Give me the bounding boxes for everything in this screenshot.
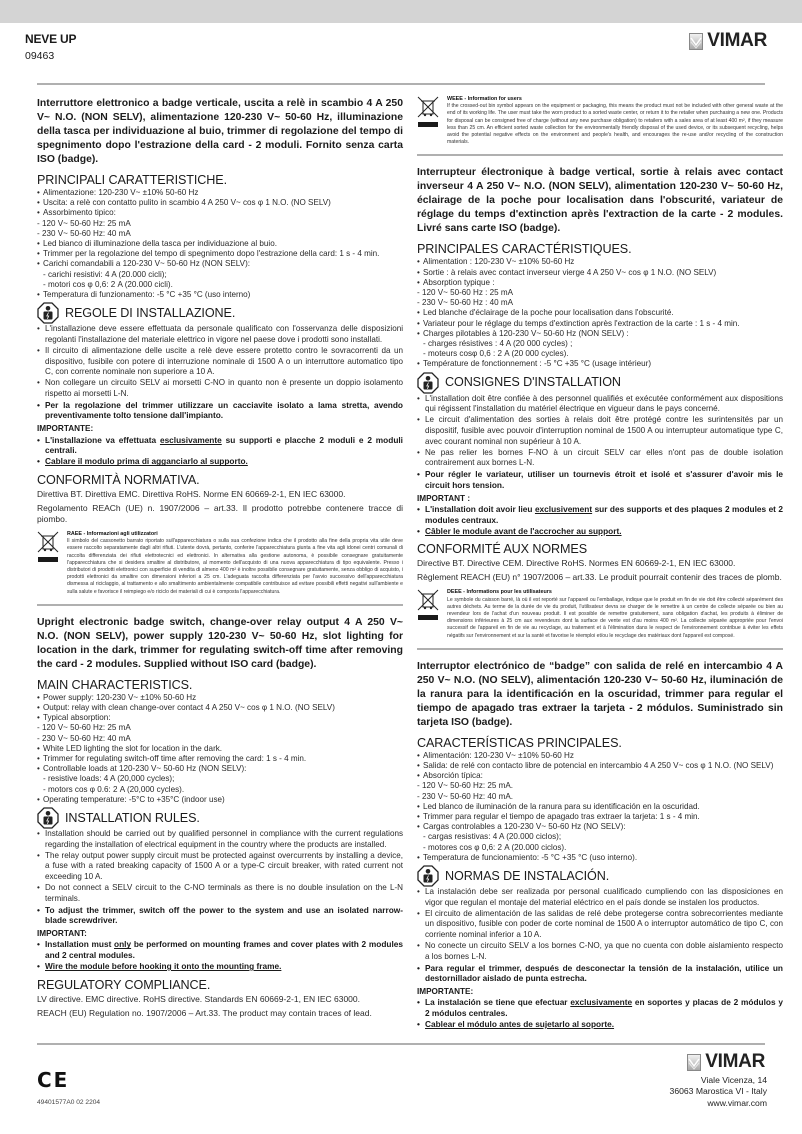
italian-characteristics-title: PRINCIPALI CARATTERISTICHE.	[37, 173, 227, 187]
english-compliance-directives: LV directive. EMC directive. RoHS directive. Standards EN 60669-2-1, EN IEC 63000.	[37, 993, 360, 1004]
italian-section	[37, 97, 403, 596]
characteristic-item: - motores cos φ 0,6: 2 A (20.000 ciclos).	[423, 842, 567, 852]
right-column	[417, 96, 783, 1030]
rule-item: • Il circuito di alimentazione delle uscite a relè deve essere protetto contro le sovracorrenti da un dispositivo, fusibile con potere di interruzione nominale di 1500 A o un interruttore automatico tipo C, con corrente nominale non superiore a 10 A.	[37, 346, 403, 378]
important-item: • Cablare il modulo prima di agganciarlo al supporto.	[37, 456, 403, 467]
important-item: • Câbler le module avant de l'accrocher au support.	[417, 526, 783, 537]
important-item: • La instalación se tiene que efectuar exclusivamente en soportes y placas de 2 módulos y 2 módulos centrales.	[417, 997, 783, 1018]
english-important-list	[37, 939, 403, 971]
qualified-installer-icon	[37, 807, 59, 829]
qualified-installer-icon	[417, 865, 439, 887]
rule-item-bold: • Pour régler le variateur, utiliser un tournevis étroit et isolé et s'assurer d'avoir mis le circuit hors tension.	[417, 469, 783, 490]
document-number: 49401577A0 02 2204	[37, 1099, 101, 1106]
spanish-rules-list	[417, 887, 783, 984]
characteristic-item: • Charges pilotables à 120-230 V~ 50-60 Hz (NON SELV) :	[417, 329, 783, 339]
english-characteristics-list	[37, 693, 403, 805]
characteristic-item: - 230 V~ 50-60 Hz: 40 mA	[37, 733, 131, 743]
crossed-bin-icon	[37, 531, 59, 596]
footer-vimar-logo	[687, 1051, 765, 1073]
french-rules-heading	[417, 372, 783, 394]
spanish-important-label: IMPORTANTE:	[417, 986, 474, 996]
french-compliance-directives: Directive BT. Directive CEM. Directive RoHS. Normes EN 60669-2-1, EN IEC 63000.	[417, 558, 736, 569]
spanish-section	[417, 660, 783, 1030]
characteristic-item: • Controllable loads at 120-230 V~ 50-60 Hz (NON SELV):	[37, 764, 403, 774]
top-gray-bar	[0, 0, 802, 23]
spanish-important-list	[417, 997, 783, 1029]
section-divider	[417, 154, 783, 156]
characteristic-item: • Trimmer per la regolazione del tempo di spegnimento dopo l'estrazione della card: 1 s - 4 min.	[37, 249, 403, 259]
qualified-installer-icon	[37, 302, 59, 324]
vimar-logo	[689, 30, 767, 52]
rule-item: • Installation should be carried out by qualified personnel in compliance with the current regulations regarding the installation of electrical equipment in the country where the products are installed.	[37, 829, 403, 850]
rule-item-bold: • To adjust the trimmer, switch off the power to the system and use an isolated narrow-blade screwdriver.	[37, 905, 403, 926]
weee-bar-icon	[38, 557, 58, 562]
rule-item: • The relay output power supply circuit must be protected against overcurrents by installing a device, a fuse with a rated breaking capacity of 1500 A or a type-C circuit breaker, with rated current not exceeding 10 A.	[37, 851, 403, 883]
french-characteristics-title: PRINCIPALES CARACTÉRISTIQUES.	[417, 242, 632, 257]
characteristic-item: - 120 V~ 50-60 Hz : 25 mA	[417, 288, 514, 298]
rule-item: • Le circuit d'alimentation des sorties à relais doit être protégé contre les surintensités par un dispositif, fusible avec pouvoir d'interruption nominal de 1500 A ou interrupteur automatique type C, avec courant nominal non supérieur à 10 A.	[417, 415, 783, 447]
french-weee-notice: DEEE - Informations pour les utilisateurs Le symbole du caisson barré, là où il est reporté sur l'appareil ou l'emballage, indique que le produit en fin de vie doit être collecté séparément des autres déchets. Au terme de la durée de vie du produit, l'utilisateur devra se charger de le remettre à un centre de collecte séparée ou bien au revendeur lors de l'achat d'un nouveau produit. Il est possible de remettre gratuitement, sans obligation d'achat, les produits à éliminer de dimensions inférieures à 25 cm aux revendeurs dont la surface de vente est d'au moins 400 m². La collecte séparée appropriée pour l'envoi successif de l'appareil en fin de vie au recyclage, au traitement et à l'élimination dans le respect de l'environnement contribue à éviter les effets négatifs sur l'environnement et sur la santé et favorise le réemploi et/ou le recyclage des matériaux dont l'appareil est composé.	[417, 589, 783, 639]
french-intro: Interrupteur électronique à badge vertical, sortie à relais avec contact inverseur 4 A 250 V~ N.O. (NON SELV), alimentation 120-230 V~ 50-60 Hz, éclairage de la poche pour localisation dans l'obscurité, variateur de réglage du temps d'extinction après l'extraction de la carte - 2 modules. Livré sans carte ISO (badge).	[417, 167, 783, 235]
characteristic-item: - 120 V~ 50-60 Hz: 25 mA	[37, 218, 131, 228]
crossed-bin-icon	[417, 96, 439, 146]
important-item: • L'installazione va effettuata esclusivamente su supporti e placche 2 moduli e 2 moduli centrali.	[37, 435, 403, 456]
rule-item: • L'installazione deve essere effettuata da personale qualificato con l'osservanza delle disposizioni regolanti l'installazione del materiale elettrico in vigore nel paese dove i prodotti sono installati.	[37, 324, 403, 345]
rule-item: • El circuito de alimentación de las salidas de relé debe protegerse contra sobrecorrientes mediante un dispositivo, fusible con poder de corte nominal de 1500 A o interruptor automático de tipo C, con corriente nominal inferior a 10 A.	[417, 909, 783, 941]
characteristic-item: • Salida: de relé con contacto libre de potencial en intercambio 4 A 250 V~ cos φ 1 N.O. (NO SELV)	[417, 761, 783, 771]
italian-rules-list	[37, 324, 403, 421]
rule-item: • L'installation doit être confiée à des personnel qualifiés et exécutée conformément aux dispositions qui régissent l'installation du matériel électrique en vigueur dans le pays concerné.	[417, 394, 783, 415]
address-city: 36063 Marostica VI - Italy	[669, 1086, 767, 1097]
product-code: 09463	[25, 50, 55, 62]
italian-rules-heading	[37, 302, 403, 324]
french-section	[417, 166, 783, 639]
characteristic-item: • Temperatura di funzionamento: -5 °C +35 °C (uso interno)	[37, 290, 403, 300]
characteristic-item: • Typical absorption:	[37, 713, 403, 723]
characteristic-item: • Absorption typique :	[417, 278, 783, 288]
french-characteristics-list	[417, 257, 783, 369]
italian-characteristics-list	[37, 188, 403, 300]
characteristic-item: - 230 V~ 50-60 Hz : 40 mA	[417, 298, 514, 308]
characteristic-item: • Alimentación: 120-230 V~ ±10% 50-60 Hz	[417, 751, 783, 761]
french-rules-title: CONSIGNES D'INSTALLATION	[445, 375, 621, 390]
italian-compliance-reach: Regolamento REACh (UE) n. 1907/2006 – art.33. Il prodotto potrebbe contenere tracce di piombo.	[37, 502, 403, 524]
characteristic-item: - carichi resistivi: 4 A (20.000 cicli);	[43, 269, 167, 279]
address-street: Viale Vicenza, 14	[700, 1075, 767, 1085]
rule-item: • No conecte un circuito SELV a los bornes C-NO, ya que no cuenta con doble aislamiento respecto a los bornes L-N.	[417, 941, 783, 962]
characteristic-item: - charges résistives : 4 A (20 000 cycles) ;	[423, 339, 573, 349]
english-section	[37, 616, 403, 1019]
italian-important-label: IMPORTANTE:	[37, 424, 94, 434]
italian-weee-notice: RAEE - Informazioni agli utilizzatori Il simbolo del cassonetto barrato riportato sull'apparecchiatura o sulla sua confezione indica che il prodotto alla fine della propria vita utile deve essere raccolto separatamente dagli altri rifiuti. L'utente dovrà, pertanto, conferire l'apparecchiatura giunta a fine vita agli idonei centri comunali di raccolta differenziata dei rifiuti elettrotecnici ed elettronici. In alternativa alla gestione autonoma, è possibile consegnare gratuitamente l'apparecchiatura che si desidera smaltire al distributore, al momento dell'acquisto di una nuova apparecchiatura di tipo equivalente. Presso i distributori di prodotti elettronici con superficie di vendita di almeno 400 m² è inoltre possibile consegnare gratuitamente, senza obbligo di acquisto, i prodotti elettronici da smaltire con dimensioni inferiori a 25 cm. L'adeguata raccolta differenziata per l'avvio successivo dell'apparecchiatura dismessa al riciclaggio, al trattamento e allo smaltimento ambientalmente compatibile contribuisce ad evitare possibili effetti negativi sull'ambiente e sulla salute e favorisce il reimpiego e/o riciclo dei materiali di cui è composta l'apparecchiatura.	[37, 531, 403, 596]
characteristic-item: • Uscita: a relè con contatto pulito in scambio 4 A 250 V~ cos φ 1 N.O. (NO SELV)	[37, 198, 403, 208]
english-compliance-reach: REACH (EU) Regulation no. 1907/2006 – Art.33. The product may contain traces of lead.	[37, 1007, 372, 1018]
characteristic-item: - cargas resistivas: 4 A (20.000 ciclos);	[423, 832, 562, 842]
characteristic-item: • Led bianco di illuminazione della tasca per individuazione al buio.	[37, 239, 403, 249]
characteristic-item: • Operating temperature: -5°C to +35°C (indoor use)	[37, 795, 403, 805]
website-link[interactable]: www.vimar.com	[707, 1097, 767, 1108]
document-header	[25, 28, 777, 84]
spanish-rules-title: NORMAS DE INSTALACIÓN.	[445, 868, 610, 883]
characteristic-item: • White LED lighting the slot for location in the dark.	[37, 744, 403, 754]
rule-item-bold: • Para regular el trimmer, después de desconectar la tensión de la instalación, utilice un destornillador aislado de punta estrecha.	[417, 963, 783, 984]
spanish-rules-heading	[417, 865, 783, 887]
spanish-characteristics-list	[417, 751, 783, 863]
characteristic-item: - 120 V~ 50-60 Hz: 25 mA	[37, 723, 131, 733]
french-compliance-title: CONFORMITÉ AUX NORMES	[417, 542, 588, 557]
english-weee-notice: WEEE - Information for users If the crossed-out bin symbol appears on the equipment or packaging, this means the product must not be included with other general waste at the end of its working life. The user must take the worn product to a sorted waste center, or return it to the retailer when purchasing a new one. Products for disposal can be consigned free of charge (without any new purchase obligation) to retailers with a sales area of at least 400 m², if they measure less than 25 cm. An efficient sorted waste collection for the environmentally friendly disposal of the used device, or its subsequent recycling, helps avoid the potential negative effects on the environment and people's health, and encourages the re-use and/or recycling of the construction materials.	[417, 96, 783, 146]
spanish-characteristics-title: CARACTERÍSTICAS PRINCIPALES.	[417, 735, 622, 750]
rule-item: • Ne pas relier les bornes F-NO à un circuit SELV car elles n'ont pas de double isolation contrairement aux bornes L-N.	[417, 448, 783, 469]
important-item: • Cablear el módulo antes de sujetarlo al soporte.	[417, 1019, 783, 1030]
spanish-intro: Interruptor electrónico de “badge” con salida de relé en intercambio 4 A 250 V~ N.O. (NO SELV), alimentación 120-230 V~ 50-60 Hz, iluminación de la ranura para la identificación en la oscuridad, trimmer para regular el tiempo de apagado tras extraer la tarjeta - 2 módulos. Suministrado sin tarjeta ISO (badge).	[417, 660, 783, 728]
characteristic-item: • Led blanche d'éclairage de la poche pour localisation dans l'obscurité.	[417, 308, 783, 318]
characteristic-item: • Sortie : à relais avec contact inverseur vierge 4 A 250 V~ cos φ 1 N.O. (NO SELV)	[417, 268, 783, 278]
header-divider	[37, 83, 765, 85]
product-name: NEVE UP	[25, 32, 77, 46]
english-characteristics-title: MAIN CHARACTERISTICS.	[37, 677, 193, 692]
characteristic-item: - moteurs cosφ 0,6 : 2 A (20 000 cycles).	[423, 349, 569, 359]
characteristic-item: • Alimentation : 120-230 V~ ±10% 50-60 Hz	[417, 257, 783, 267]
characteristic-item: - 120 V~ 50-60 Hz: 25 mA.	[417, 781, 514, 791]
italian-intro: Interruttore elettronico a badge verticale, uscita a relè in scambio 4 A 250 V~ N.O. (NON SELV), alimentazione 120-230 V~ 50-60 Hz, illuminazione della tasca per individuazione al buio, trimmer di regolazione del tempo di spegnimento dopo l'estrazione della card - 2 moduli. Fornito senza carta ISO (badge).	[37, 98, 403, 165]
characteristic-item: • Absorción típica:	[417, 771, 783, 781]
characteristic-item: - motori cos φ 0,6: 2 A (20.000 cicli).	[43, 279, 173, 289]
characteristic-item: - 230 V~ 50-60 Hz: 40 mA	[37, 228, 131, 238]
characteristic-item: • Trimmer for regulating switch-off time after removing the card: 1 s - 4 min.	[37, 754, 403, 764]
vimar-logo-text: VIMAR	[707, 30, 767, 51]
french-compliance-reach: Règlement REACH (EU) n° 1907/2006 – art.33. Le produit pourrait contenir des traces de plomb.	[417, 572, 782, 583]
weee-bar-icon	[418, 122, 438, 127]
french-important-list	[417, 504, 783, 536]
section-divider	[37, 604, 403, 606]
rule-item: • Non collegare un circuito SELV ai morsetti C-NO in quanto non è presente un doppio isolamento rispetto ai morsetti L-N.	[37, 378, 403, 399]
english-important-label: IMPORTANT:	[37, 928, 87, 938]
important-item: • L'installation doit avoir lieu exclusivement sur des supports et des plaques 2 modules et 2 modules centraux.	[417, 504, 783, 525]
company-address	[670, 1075, 767, 1109]
characteristic-item: - 230 V~ 50-60 Hz: 40 mA.	[417, 791, 514, 801]
characteristic-item: - motors cos φ 0.6: 2 A (20,000 cycles).	[43, 784, 185, 794]
important-item: • Wire the module before hooking it onto the mounting frame.	[37, 961, 403, 972]
rule-item: • Do not connect a SELV circuit to the C-NO terminals as there is no double insulation on the L-N terminals.	[37, 883, 403, 904]
characteristic-item: • Temperatura de funcionamiento: -5 °C +35 °C (uso interno).	[417, 853, 783, 863]
english-rules-heading	[37, 807, 403, 829]
italian-important-list	[37, 435, 403, 467]
weee-bar-icon	[418, 615, 438, 620]
characteristic-item: • Alimentazione: 120-230 V~ ±10% 50-60 Hz	[37, 188, 403, 198]
important-item: • Installation must only be performed on mounting frames and cover plates with 2 modules and 2 central modules.	[37, 939, 403, 960]
english-rules-title: INSTALLATION RULES.	[65, 810, 200, 825]
french-important-label: IMPORTANT :	[417, 493, 471, 503]
footer-divider	[37, 1043, 765, 1045]
left-column	[37, 97, 403, 1019]
characteristic-item: • Assorbimento tipico:	[37, 208, 403, 218]
vimar-logo-text: VIMAR	[705, 1051, 765, 1072]
vimar-logo-mark-icon	[687, 1054, 701, 1071]
characteristic-item: • Température de fonctionnement : -5 °C +35 °C (usage intérieur)	[417, 359, 783, 369]
characteristic-item: • Cargas controlables a 120-230 V~ 50-60 Hz (NO SELV):	[417, 822, 783, 832]
ce-mark: CE	[37, 1068, 70, 1092]
rule-item: • La instalación debe ser realizada por personal cualificado cumpliendo con las disposiciones en vigor que regulan el montaje del material eléctrico en el país donde se instalen los productos.	[417, 887, 783, 908]
english-intro: Upright electronic badge switch, change-over relay output 4 A 250 V~ N.O. (NON SELV), power supply 120-230 V~ 50-60 Hz, slot lighting for location in the dark, trimmer for regulating switch-off time after removing the card - 2 modules. Supplied without ISO card (badge).	[37, 616, 403, 670]
crossed-bin-icon	[417, 589, 439, 639]
section-divider	[417, 648, 783, 650]
characteristic-item: • Power supply: 120-230 V~ ±10% 50-60 Hz	[37, 693, 403, 703]
italian-compliance-directives: Direttiva BT. Direttiva EMC. Direttiva RoHS. Norme EN 60669-2-1, EN IEC 63000.	[37, 488, 346, 499]
french-rules-list	[417, 394, 783, 491]
english-compliance-title: REGULATORY COMPLIANCE.	[37, 977, 211, 992]
rule-item-bold: • Per la regolazione del trimmer utilizzare un cacciavite isolato a lama stretta, avendo preventivamente tolto tensione dall'impianto.	[37, 400, 403, 421]
characteristic-item: • Output: relay with clean change-over contact 4 A 250 V~ cos φ 1 N.O. (NO SELV)	[37, 703, 403, 713]
vimar-logo-mark-icon	[689, 33, 703, 50]
characteristic-item: • Carichi comandabili a 120-230 V~ 50-60 Hz (NON SELV):	[37, 259, 403, 269]
english-rules-list	[37, 829, 403, 926]
italian-compliance-title: CONFORMITÀ NORMATIVA.	[37, 472, 200, 487]
italian-rules-title: REGOLE DI INSTALLAZIONE.	[65, 305, 236, 320]
characteristic-item: • Trimmer para regular el tiempo de apagado tras extraer la tarjeta: 1 s - 4 min.	[417, 812, 783, 822]
qualified-installer-icon	[417, 372, 439, 394]
characteristic-item: - resistive loads: 4 A (20,000 cycles);	[43, 774, 175, 784]
characteristic-item: • Variateur pour le réglage du temps d'extinction après l'extraction de la carte : 1 s - 4 min.	[417, 319, 783, 329]
characteristic-item: • Led blanco de iluminación de la ranura para su identificación en la oscuridad.	[417, 802, 783, 812]
